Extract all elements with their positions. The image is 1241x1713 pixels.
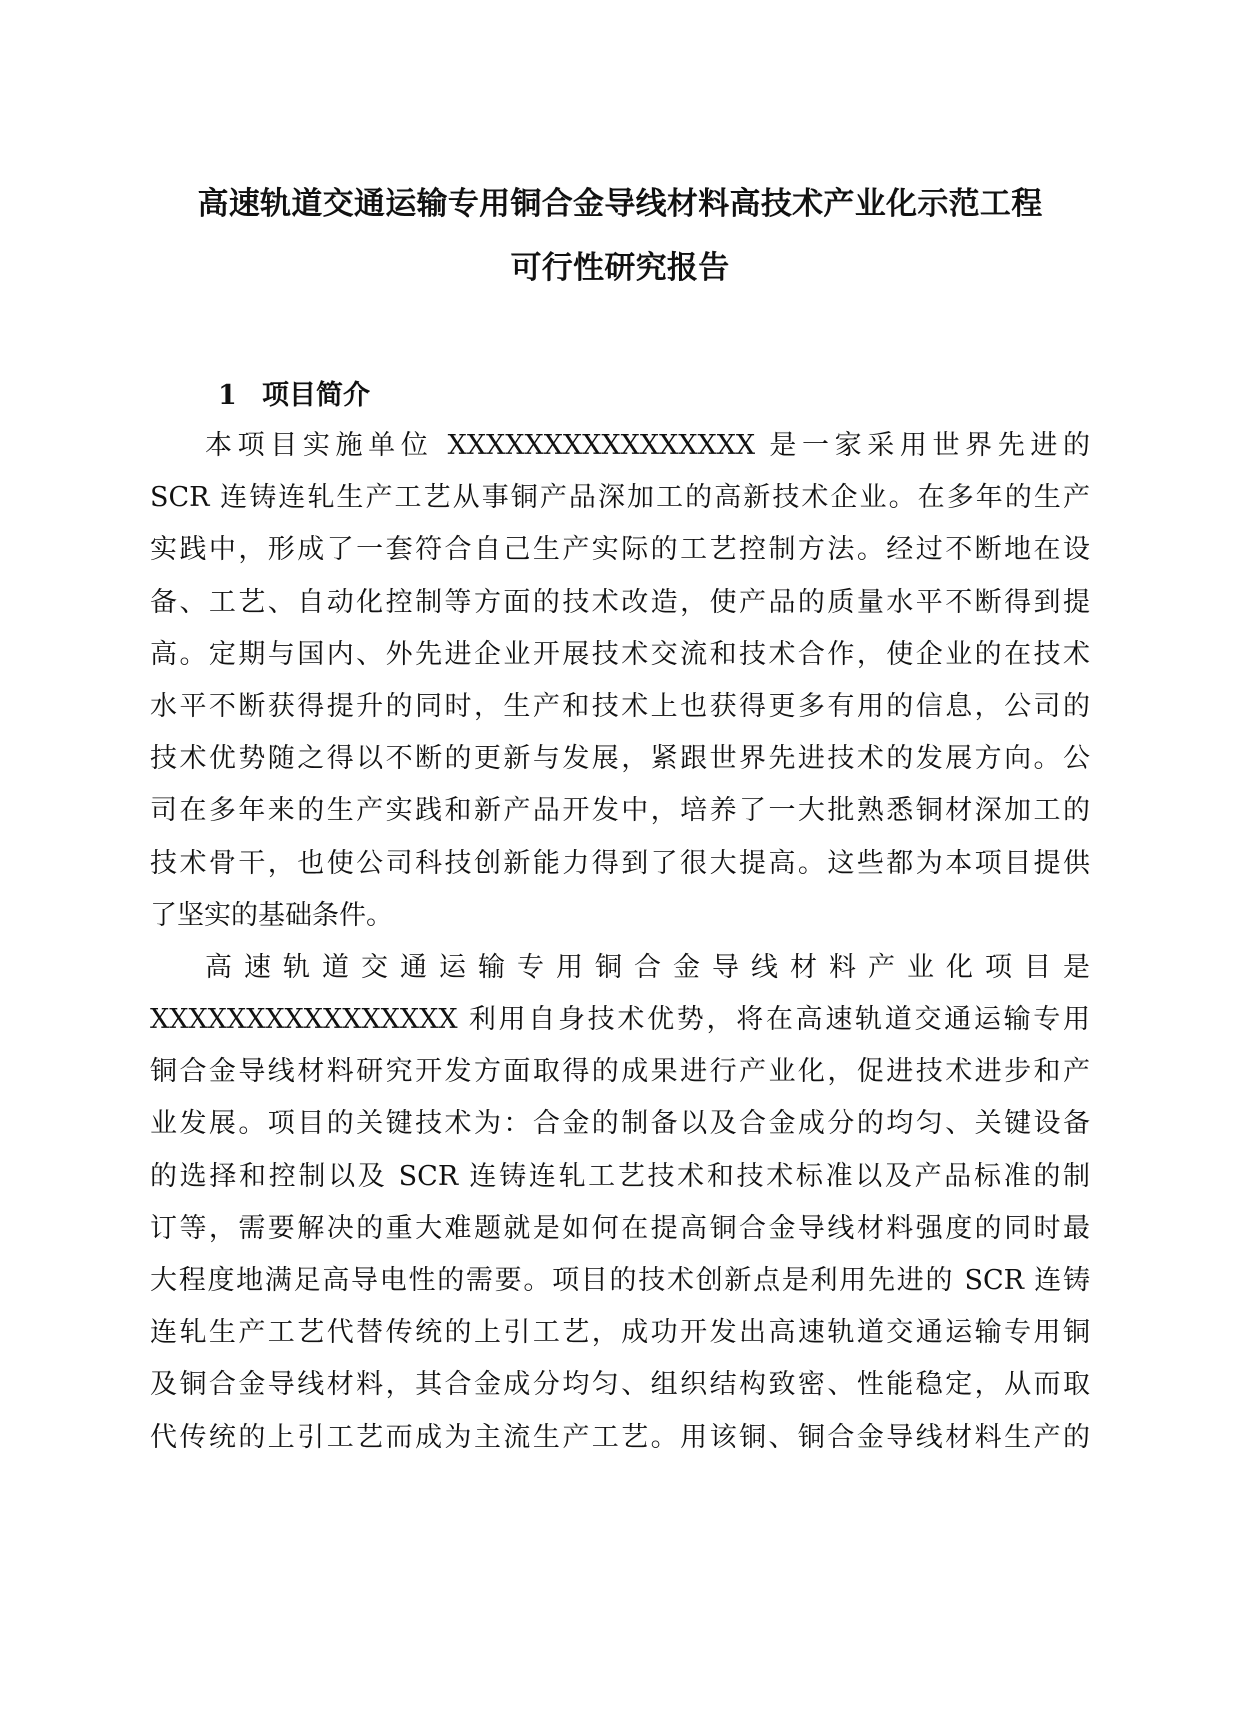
paragraph-1 — [150, 420, 1090, 942]
text-line: 司在多年来的生产实践和新产品开发中，培养了一大批熟悉铜材深加工的 — [150, 795, 1090, 827]
title-line-1: 高速轨道交通运输专用铜合金导线材料高技术产业化示范工程 — [197, 186, 1043, 222]
title-line-2: 可行性研究报告 — [510, 250, 730, 286]
text-line: 高。定期与国内、外先进企业开展技术交流和技术合作，使企业的在技术 — [150, 638, 1090, 670]
section-title: 项目简介 — [262, 380, 370, 411]
text-line: 铜合金导线材料研究开发方面取得的成果进行产业化，促进技术进步和产 — [150, 1056, 1090, 1088]
document-title — [150, 172, 1090, 300]
text-line: 业发展。项目的关键技术为：合金的制备以及合金成分的均匀、关键设备 — [150, 1108, 1090, 1140]
text-line: 技术优势随之得以不断的更新与发展，紧跟世界先进技术的发展方向。公 — [150, 743, 1090, 775]
text-line: 代传统的上引工艺而成为主流生产工艺。用该铜、铜合金导线材料生产的 — [150, 1421, 1090, 1453]
text-line: 实践中，形成了一套符合自己生产实际的工艺控制方法。经过不断地在设 — [150, 534, 1090, 566]
text-line: SCR 连铸连轧生产工艺从事铜产品深加工的高新技术企业。在多年的生产 — [150, 482, 1090, 514]
paragraph-2 — [150, 942, 1090, 1464]
text-line: 订等，需要解决的重大难题就是如何在提高铜合金导线材料强度的同时最 — [150, 1212, 1090, 1244]
text-line: 及铜合金导线材料，其合金成分均匀、组织结构致密、性能稳定，从而取 — [150, 1369, 1090, 1401]
text-line: 了坚实的基础条件。 — [150, 899, 393, 931]
text-line: 本项目实施单位 XXXXXXXXXXXXXXXX 是一家采用世界先进的 — [205, 430, 1090, 461]
text-line: 连轧生产工艺代替传统的上引工艺，成功开发出高速轨道交通运输专用铜 — [150, 1317, 1090, 1349]
text-line: 备、工艺、自动化控制等方面的技术改造，使产品的质量水平不断得到提 — [150, 586, 1090, 618]
body-text — [150, 420, 1090, 1464]
section-heading — [218, 373, 370, 412]
text-line: XXXXXXXXXXXXXXXX 利用自身技术优势，将在高速轨道交通运输专用 — [150, 1004, 1090, 1036]
text-line: 的选择和控制以及 SCR 连铸连轧工艺技术和技术标准以及产品标准的制 — [150, 1160, 1090, 1192]
text-line: 技术骨干，也使公司科技创新能力得到了很大提高。这些都为本项目提供 — [150, 847, 1090, 879]
section-number: 1 — [218, 380, 237, 411]
text-line: 水平不断获得提升的同时，生产和技术上也获得更多有用的信息，公司的 — [150, 690, 1090, 722]
text-line: 高速轨道交通运输专用铜合金导线材料产业化项目是 — [205, 951, 1090, 983]
text-line: 大程度地满足高导电性的需要。项目的技术创新点是利用先进的 SCR 连铸 — [150, 1265, 1090, 1296]
